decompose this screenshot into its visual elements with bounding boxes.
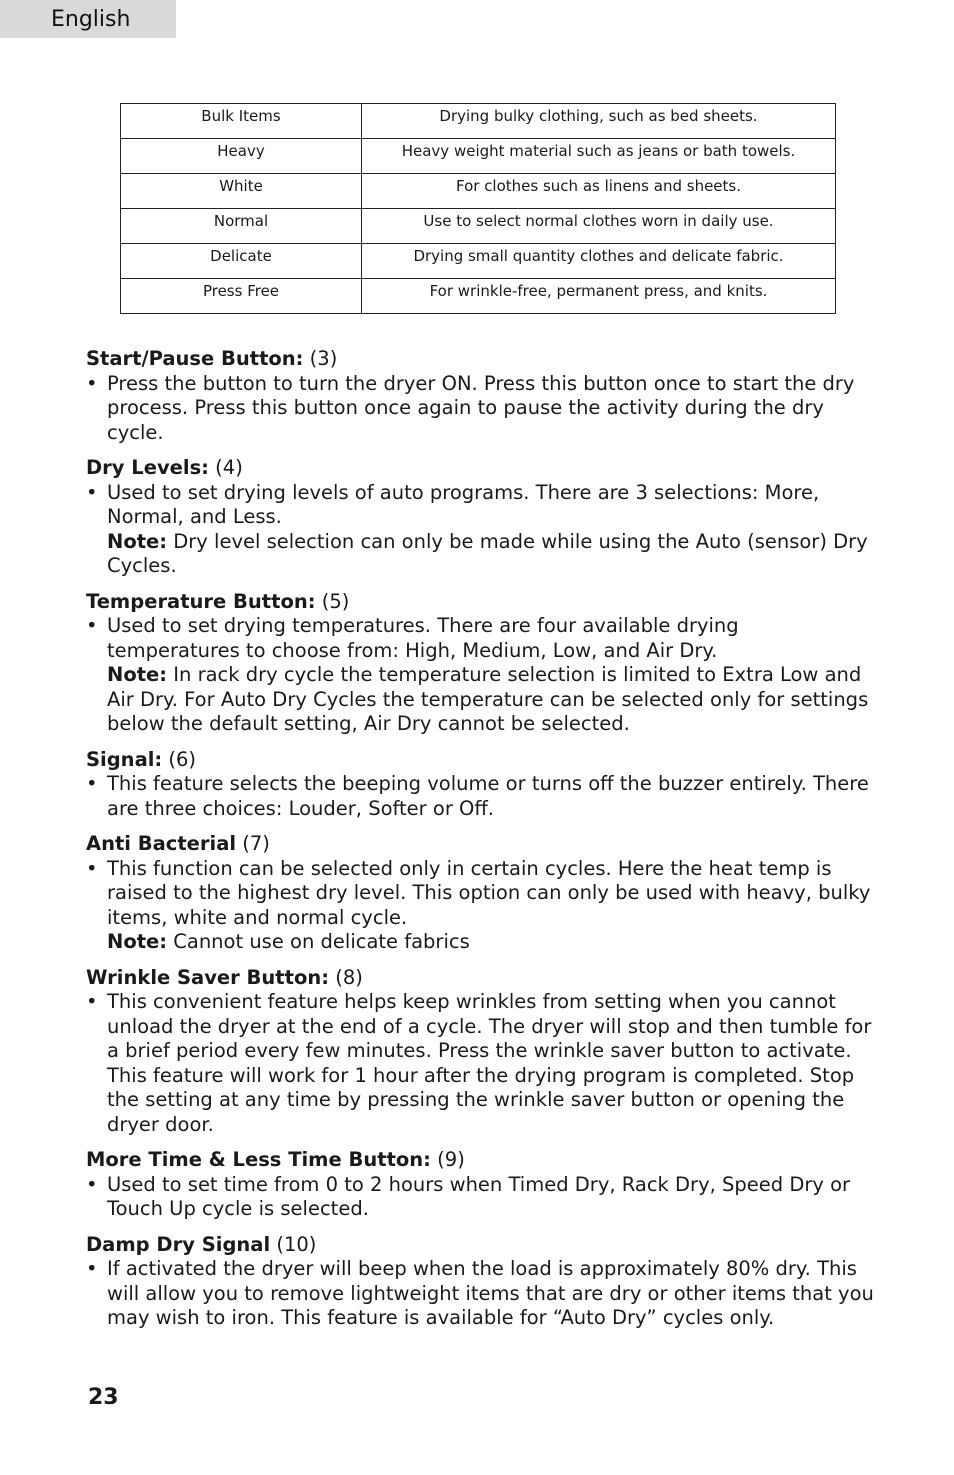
table-row — [121, 139, 836, 174]
section-anti-bacterial — [86, 832, 876, 955]
section-temperature — [86, 590, 876, 737]
cycle-name: Press Free — [121, 279, 362, 314]
table-row — [121, 279, 836, 314]
bullet-text: • If activated the dryer will beep when the load is approximately 80% dry. This will allow you to remove lightweight items that are dry or other items that you may wish to iron. This feature is available for “Auto Dry” cycles only. — [86, 1257, 876, 1331]
section-title: Anti Bacterial — [86, 832, 237, 855]
section-start-pause — [86, 347, 876, 445]
section-heading — [86, 456, 876, 481]
cycle-name: Heavy — [121, 139, 362, 174]
note-label: Note: — [107, 930, 168, 953]
section-wrinkle-saver — [86, 966, 876, 1138]
bullet-text: • Used to set time from 0 to 2 hours when Timed Dry, Rack Dry, Speed Dry or Touch Up cycle is selected. — [86, 1173, 876, 1222]
note — [86, 530, 876, 579]
table-row — [121, 209, 836, 244]
section-title: Signal: — [86, 747, 163, 771]
bullet-text: • Used to set drying levels of auto programs. There are 3 selections: More, Normal, and Less. — [86, 481, 876, 530]
note — [86, 663, 876, 737]
section-more-less-time — [86, 1148, 876, 1222]
table-row — [121, 244, 836, 279]
note-label: Note: — [107, 529, 168, 553]
table-row — [121, 104, 836, 139]
section-dry-levels — [86, 456, 876, 579]
table-row — [121, 174, 836, 209]
section-ref: (3) — [303, 347, 338, 370]
cycle-name: Normal — [121, 209, 362, 244]
feature-descriptions — [86, 347, 876, 1342]
note-text: In rack dry cycle the temperature selection is limited to Extra Low and Air Dry. For Auto Dry Cycles the temperature can be selected only for settings below the default setting, Air Dry cannot be selected. — [107, 663, 869, 735]
section-ref: (9) — [430, 1148, 465, 1171]
section-title: Dry Levels: — [86, 456, 209, 479]
section-ref: (5) — [315, 589, 350, 613]
note-label: Note: — [107, 663, 168, 686]
section-heading — [86, 748, 876, 773]
section-title: Wrinkle Saver Button: — [86, 965, 330, 989]
note — [86, 930, 876, 955]
section-heading — [86, 1233, 876, 1258]
bullet-text: • Press the button to turn the dryer ON. Press this button once to start the dry process. Press this button once again to pause the activity during the dry cycle. — [86, 372, 876, 446]
section-title: Start/Pause Button: — [86, 347, 304, 370]
section-title: Damp Dry Signal — [86, 1232, 271, 1256]
note-text: Cannot use on delicate fabrics — [167, 930, 470, 953]
cycle-description: For clothes such as linens and sheets. — [362, 174, 836, 209]
section-title: More Time & Less Time Button: — [86, 1148, 431, 1171]
bullet-text: • This convenient feature helps keep wrinkles from setting when you cannot unload the dryer at the end of a cycle. The dryer will stop and then tumble for a brief period every few minutes. Press the wrinkle saver button to activate. This feature will work for 1 hour after the drying program is completed. Stop the setting at any time by pressing the wrinkle saver button or opening the dryer door. — [86, 990, 876, 1137]
section-damp-dry-signal — [86, 1233, 876, 1331]
cycle-name: Delicate — [121, 244, 362, 279]
bullet-text: • This function can be selected only in certain cycles. Here the heat temp is raised to the highest dry level. This option can only be used with heavy, bulky items, white and normal cycle. — [86, 857, 876, 931]
section-title: Temperature Button: — [86, 589, 316, 613]
cycle-description: For wrinkle-free, permanent press, and knits. — [362, 279, 836, 314]
cycle-description: Heavy weight material such as jeans or bath towels. — [362, 139, 836, 174]
bullet-text: • This feature selects the beeping volume or turns off the buzzer entirely. There are three choices: Louder, Softer or Off. — [86, 772, 876, 821]
cycle-description: Use to select normal clothes worn in daily use. — [362, 209, 836, 244]
cycle-name: Bulk Items — [121, 104, 362, 139]
section-signal — [86, 748, 876, 822]
cycles-table — [120, 103, 836, 314]
section-ref: (8) — [329, 965, 363, 989]
note-text: Dry level selection can only be made while using the Auto (sensor) Dry Cycles. — [107, 529, 868, 577]
cycle-description: Drying small quantity clothes and delicate fabric. — [362, 244, 836, 279]
section-heading — [86, 347, 876, 372]
section-heading — [86, 1148, 876, 1173]
section-ref: (7) — [236, 832, 270, 855]
language-tab: English — [0, 0, 176, 38]
section-ref: (4) — [208, 456, 243, 479]
cycle-name: White — [121, 174, 362, 209]
section-heading — [86, 966, 876, 991]
bullet-text: • Used to set drying temperatures. There are four available drying temperatures to choose from: High, Medium, Low, and Air Dry. — [86, 614, 876, 663]
section-heading — [86, 590, 876, 615]
section-heading — [86, 832, 876, 857]
cycle-description: Drying bulky clothing, such as bed sheets. — [362, 104, 836, 139]
section-ref: (6) — [162, 747, 197, 771]
section-ref: (10) — [270, 1232, 317, 1256]
page-number: 23 — [88, 1385, 119, 1410]
